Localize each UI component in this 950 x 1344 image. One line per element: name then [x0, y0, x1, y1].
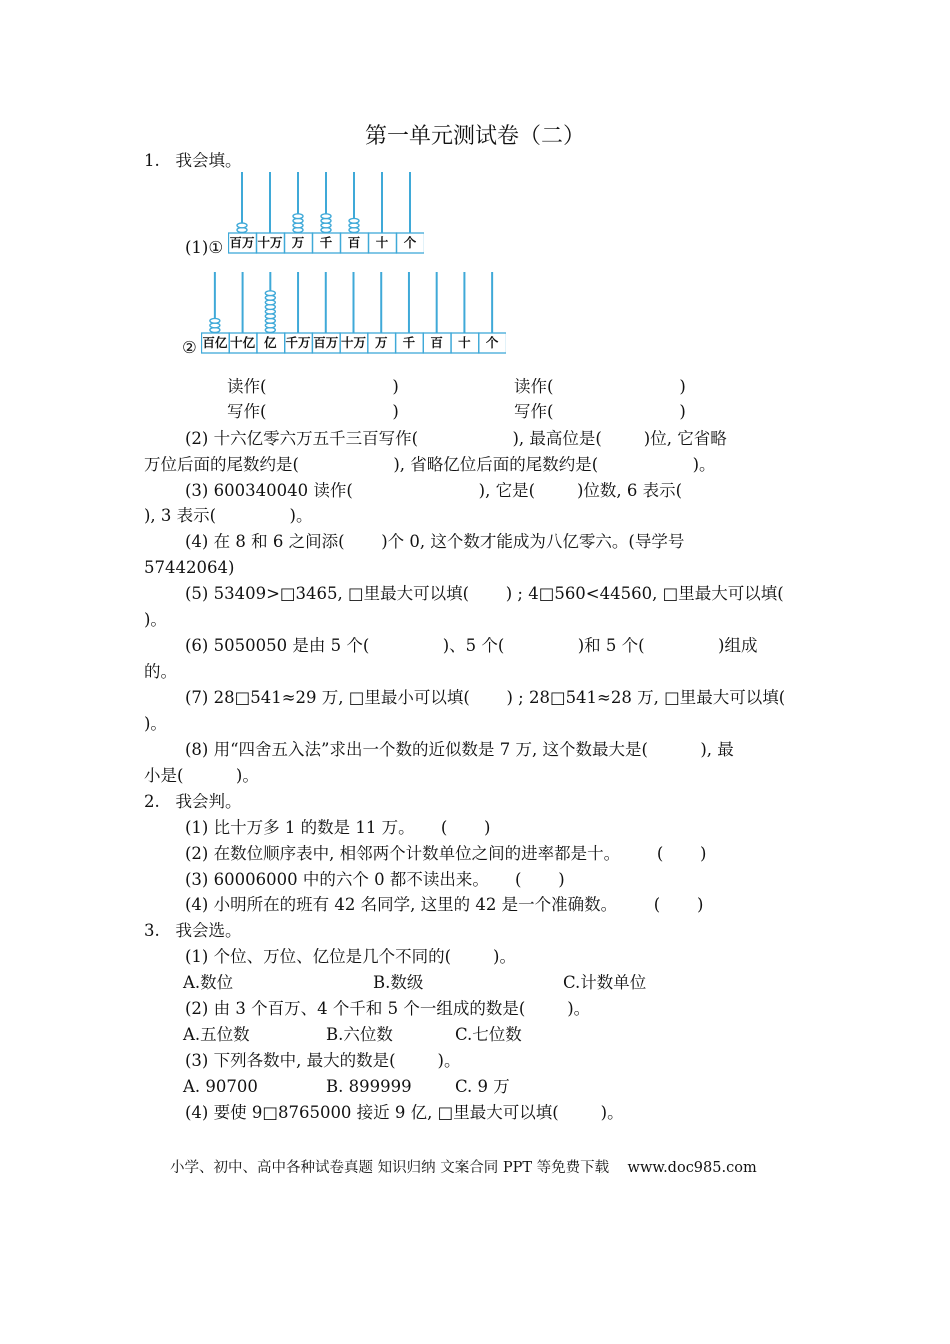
- place-label: 千: [319, 235, 333, 250]
- abacus-2: [201, 270, 506, 355]
- section-3-heading: 3. 我会选。: [144, 921, 242, 940]
- page-title: 第一单元测试卷（二）: [364, 124, 585, 149]
- write-answer-1: 写作( ): [227, 402, 399, 421]
- section-2-heading: 2. 我会判。: [144, 792, 242, 811]
- q1-label-2: ②: [182, 338, 197, 357]
- fill-question-line: 的。: [144, 662, 177, 681]
- place-label: 个: [485, 335, 499, 350]
- place-label: 万: [374, 335, 388, 350]
- place-label: 百万: [313, 335, 339, 350]
- place-label: 千万: [285, 335, 311, 350]
- fill-question-line: ), 3 表示( )。: [144, 506, 313, 525]
- write-answer-2: 写作( ): [514, 402, 686, 421]
- judge-item: (1) 比十万多 1 的数是 11 万。 ( ): [185, 818, 491, 837]
- fill-question-line: (5) 53409>□3465, □里最大可以填( ) ; 4□560<44560, □里最大可以填(: [185, 584, 784, 603]
- abacus-bead: [349, 218, 359, 223]
- judge-item: (3) 60006000 中的六个 0 都不读出来。 ( ): [185, 870, 565, 889]
- choice-option: A.五位数: [183, 1025, 250, 1044]
- abacus-bead: [265, 291, 275, 296]
- place-label: 百万: [229, 235, 255, 250]
- fill-question-line: 57442064): [144, 558, 235, 577]
- choice-question: (4) 要使 9□8765000 接近 9 亿, □里最大可以填( )。: [185, 1103, 624, 1122]
- abacus-1: [228, 170, 424, 255]
- place-label: 百: [347, 235, 361, 250]
- read-answer-2: 读作( ): [514, 377, 686, 396]
- fill-question-line: (7) 28□541≈29 万, □里最小可以填( ) ; 28□541≈28 万, □里最大可以填(: [185, 688, 786, 707]
- place-label: 十亿: [230, 335, 256, 350]
- choice-option: C.七位数: [455, 1025, 522, 1044]
- place-label: 个: [403, 235, 417, 250]
- fill-question-line: 万位后面的尾数约是( ), 省略亿位后面的尾数约是( )。: [144, 455, 716, 474]
- choice-question: (1) 个位、万位、亿位是几个不同的( )。: [185, 947, 516, 966]
- fill-question-line: (6) 5050050 是由 5 个( )、5 个( )和 5 个( )组成: [185, 636, 758, 655]
- fill-question-line: 小是( )。: [144, 766, 259, 785]
- place-label: 十万: [257, 235, 283, 250]
- abacus-bead: [293, 214, 303, 219]
- choice-option: C.计数单位: [563, 973, 647, 992]
- abacus-bead: [237, 223, 247, 228]
- fill-question-line: (4) 在 8 和 6 之间添( )个 0, 这个数才能成为八亿零六。(导学号: [185, 532, 685, 551]
- place-label: 万: [291, 235, 305, 250]
- choice-question: (2) 由 3 个百万、4 个千和 5 个一组成的数是( )。: [185, 999, 591, 1018]
- choice-option: A. 90700: [183, 1077, 258, 1096]
- q1-label: (1)①: [185, 238, 224, 257]
- choice-option: C. 9 万: [455, 1077, 510, 1096]
- fill-question-line: (3) 600340040 读作( ), 它是( )位数, 6 表示(: [185, 481, 683, 500]
- read-answer-1: 读作( ): [227, 377, 399, 396]
- abacus-bead: [210, 318, 220, 323]
- judge-item: (2) 在数位顺序表中, 相邻两个计数单位之间的进率都是十。 ( ): [185, 844, 707, 863]
- place-label: 百: [430, 335, 443, 350]
- fill-question-line: (2) 十六亿零六万五千三百写作( ), 最高位是( )位, 它省略: [185, 429, 727, 448]
- place-label: 十: [375, 235, 389, 250]
- footer-text: 小学、初中、高中各种试卷真题 知识归纳 文案合同 PPT 等免费下载 www.doc985.com: [170, 1160, 757, 1176]
- place-label: 百亿: [202, 335, 228, 350]
- fill-question-line: (8) 用“四舍五入法”求出一个数的近似数是 7 万, 这个数最大是( ), 最: [185, 740, 734, 759]
- fill-question-line: )。: [144, 610, 167, 629]
- place-label: 亿: [264, 335, 277, 350]
- fill-question-line: )。: [144, 714, 167, 733]
- choice-option: B.数级: [373, 973, 424, 992]
- place-label: 千: [402, 335, 416, 350]
- choice-question: (3) 下列各数中, 最大的数是( )。: [185, 1051, 461, 1070]
- choice-option: A.数位: [183, 973, 234, 992]
- place-label: 十: [458, 335, 471, 350]
- place-label: 十万: [340, 335, 366, 350]
- abacus-bead: [321, 214, 331, 219]
- choice-option: B. 899999: [326, 1077, 412, 1096]
- section-1-heading: 1. 我会填。: [144, 151, 242, 170]
- choice-option: B.六位数: [326, 1025, 393, 1044]
- judge-item: (4) 小明所在的班有 42 名同学, 这里的 42 是一个准确数。 ( ): [185, 895, 704, 914]
